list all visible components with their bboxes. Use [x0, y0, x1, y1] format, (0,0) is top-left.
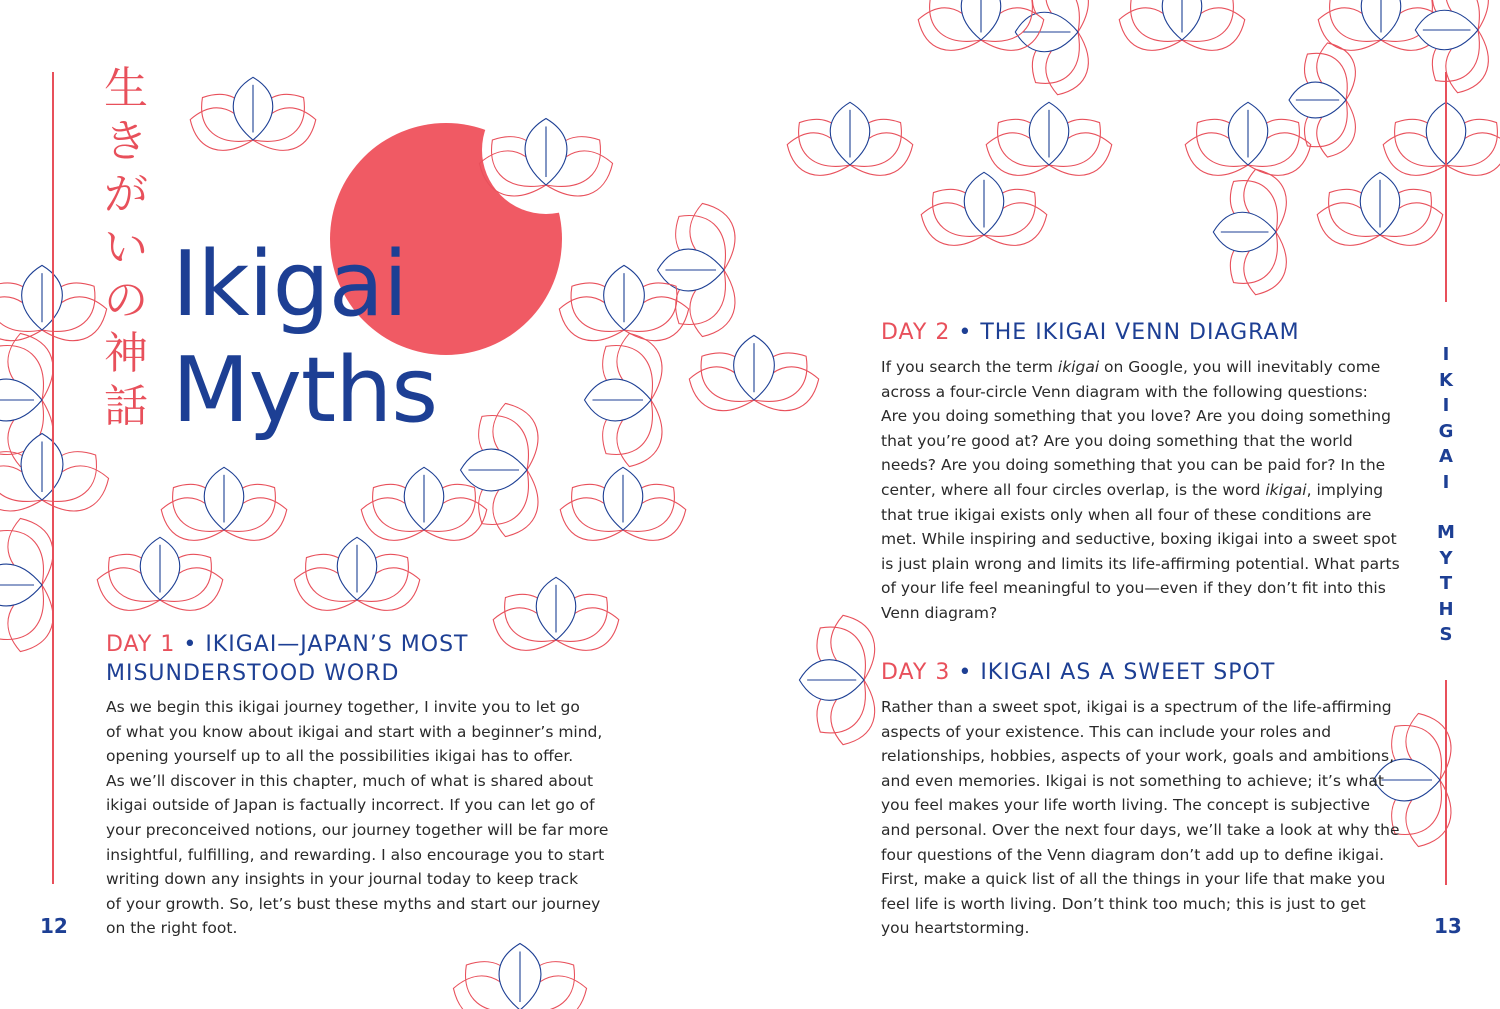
kanji-char: の: [104, 275, 148, 326]
text-line: writing down any insights in your journal today to keep track: [106, 870, 579, 889]
text-line: feel life is worth living. Don’t think too much; this is just to get: [881, 894, 1366, 913]
running-title-vertical: [1432, 342, 1460, 648]
text-line: four questions of the Venn diagram don’t add up to define ikigai.: [881, 845, 1384, 864]
left-vertical-rule: [52, 72, 54, 884]
text-line: As we’ll discover in this chapter, much of what is shared about: [106, 771, 594, 790]
text-line: [881, 355, 1411, 380]
text-fragment: that you’re good at? Are you doing something that the world: [881, 431, 1353, 450]
text-fragment: on Google, you will inevitably come: [1099, 358, 1381, 376]
running-title-letter: S: [1439, 624, 1453, 645]
text-fragment: met. While inspiring and seductive, boxing ikigai into a sweet spot: [881, 530, 1397, 549]
running-title-letter: M: [1437, 522, 1455, 543]
chapter-title: [172, 232, 437, 444]
day3-separator: •: [958, 660, 973, 685]
right-vertical-rule-bottom: [1445, 680, 1447, 885]
text-line: your preconceived notions, our journey together will be far more: [106, 820, 609, 839]
text-line: [881, 503, 1411, 528]
kanji-char: が: [104, 169, 148, 220]
text-line: As we begin this ikigai journey together, I invite you to let go: [106, 698, 580, 716]
kanji-char: 神: [104, 328, 148, 379]
text-line: of your growth. So, let’s bust these myths and start our journey: [106, 894, 601, 913]
text-line: ikigai outside of Japan is factually incorrect. If you can let go of: [106, 796, 595, 815]
text-fragment: ikigai: [1057, 358, 1100, 376]
text-fragment: If you search the term: [881, 358, 1058, 376]
day3-heading-text: IKIGAI AS A SWEET SPOT: [980, 660, 1276, 685]
text-line: [881, 552, 1411, 577]
day1-separator: •: [183, 632, 198, 657]
text-fragment: center, where all four circles overlap, is the word: [881, 480, 1266, 499]
day1-heading: [106, 630, 576, 688]
text-fragment: ikigai: [1265, 480, 1307, 499]
text-fragment: that true ikigai exists only when all four of these conditions are: [881, 505, 1372, 524]
day1-label: DAY 1: [106, 632, 176, 657]
text-fragment: of your life feel meaningful to you—even if they don’t fit into this: [881, 579, 1386, 598]
running-title-letter: I: [1442, 395, 1450, 416]
running-title-letter: Y: [1439, 547, 1453, 569]
text-fragment: is just plain wrong and limits its life-affirming potential. What parts: [881, 554, 1400, 573]
day1-heading-line-1: IKIGAI—JAPAN’S MOST: [205, 632, 469, 657]
text-fragment: Venn diagram?: [881, 603, 998, 622]
text-line: you heartstorming.: [881, 919, 1030, 938]
text-line: [881, 380, 1411, 405]
kanji-char: き: [104, 116, 148, 167]
day3-label: DAY 3: [881, 660, 951, 685]
text-line: [881, 429, 1411, 454]
day3-body: [881, 695, 1411, 941]
text-line: [881, 478, 1411, 503]
text-line: [881, 601, 1411, 626]
chapter-title-line-1: Ikigai: [172, 232, 407, 337]
day2-separator: •: [958, 320, 973, 345]
text-fragment: , implying: [1306, 480, 1384, 499]
text-line: aspects of your existence. This can include your roles and: [881, 722, 1332, 741]
kanji-vertical-title: [100, 62, 152, 433]
running-title-letter: I: [1442, 344, 1450, 365]
text-line: First, make a quick list of all the things in your life that make you: [881, 870, 1386, 889]
text-line: insightful, fulfilling, and rewarding. I also encourage you to start: [106, 845, 605, 864]
running-title-letter: A: [1439, 446, 1453, 467]
text-line: relationships, hobbies, aspects of your work, goals and ambitions,: [881, 747, 1395, 766]
text-fragment: Are you doing something that you love? Are you doing something: [881, 407, 1391, 426]
page-number-right: 13: [1434, 914, 1462, 938]
day2-body: [881, 355, 1411, 626]
text-line: [881, 404, 1411, 429]
kanji-char: 生: [104, 63, 148, 114]
day1-body: [106, 695, 616, 941]
text-line: [881, 453, 1411, 478]
kanji-char: 話: [104, 381, 148, 432]
running-title-letter: G: [1438, 420, 1454, 442]
day2-label: DAY 2: [881, 320, 951, 345]
day2-heading-text: THE IKIGAI VENN DIAGRAM: [980, 320, 1300, 345]
text-line: of what you know about ikigai and start with a beginner’s mind,: [106, 722, 603, 741]
text-line: on the right foot.: [106, 919, 238, 938]
text-line: and personal. Over the next four days, we’ll take a look at why the: [881, 820, 1400, 839]
running-title-letter: K: [1439, 369, 1453, 391]
page-number-left: 12: [40, 914, 68, 938]
text-fragment: across a four-circle Venn diagram with the following questions:: [881, 382, 1368, 401]
day1-heading-line-2: MISUNDERSTOOD WORD: [106, 661, 400, 686]
text-line: opening yourself up to all the possibilities ikigai has to offer.: [106, 747, 574, 766]
chapter-title-line-2: Myths: [172, 338, 438, 443]
running-title-letter: H: [1438, 598, 1454, 620]
running-title-letter: T: [1439, 573, 1453, 594]
text-fragment: needs? Are you doing something that you can be paid for? In the: [881, 456, 1386, 475]
kanji-char: い: [104, 222, 148, 273]
running-title-letter: I: [1442, 471, 1450, 493]
day2-heading: [881, 318, 1401, 347]
day3-heading: [881, 658, 1401, 687]
text-line: Rather than a sweet spot, ikigai is a spectrum of the life-affirming: [881, 698, 1392, 716]
text-line: and even memories. Ikigai is not something to achieve; it’s what: [881, 771, 1384, 790]
text-line: you feel makes your life worth living. The concept is subjective: [881, 796, 1370, 815]
text-line: [881, 527, 1411, 552]
text-line: [881, 576, 1411, 601]
right-vertical-rule-top: [1445, 72, 1447, 302]
running-title-gap: [1432, 495, 1460, 520]
